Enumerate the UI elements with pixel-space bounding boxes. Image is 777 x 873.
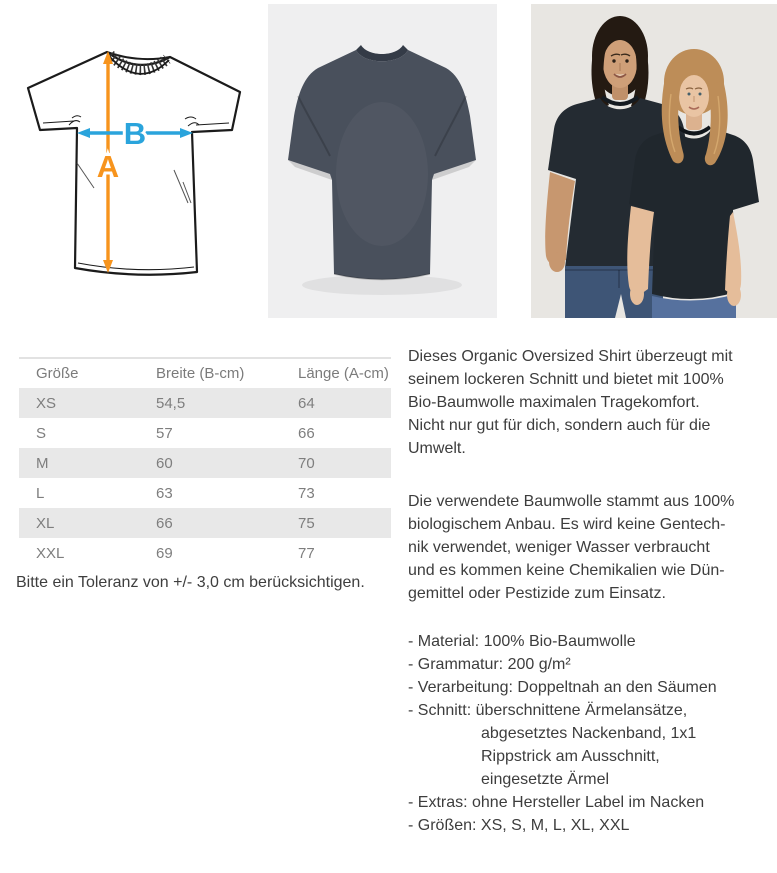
laenge-cell: 77 [298, 544, 315, 562]
tshirt-measurement-drawing [12, 22, 248, 302]
size-cell: XXL [36, 544, 65, 562]
breite-cell: 54,5 [156, 394, 186, 412]
laenge-cell: 66 [298, 424, 315, 442]
col-header-breite: Breite (B-cm) [156, 365, 245, 382]
text-line: nik verwendet, weniger Wasser verbraucht [408, 539, 710, 556]
fabric-highlight [336, 102, 428, 246]
text-line: Nicht nur gut für dich, sondern auch für die [408, 417, 711, 434]
detail-line: eingesetzte Ärmel [481, 771, 610, 788]
breite-cell: 63 [156, 484, 173, 502]
text-line: Umwelt. [408, 440, 466, 457]
detail-line: Rippstrick am Ausschnitt, [481, 748, 660, 765]
text-line: Bio-Baumwolle maximalen Tragekomfort. [408, 394, 700, 411]
description-paragraph-1 [408, 345, 776, 460]
size-table-row [19, 418, 391, 448]
breite-cell: 69 [156, 544, 173, 562]
laenge-cell: 70 [298, 454, 315, 472]
description-paragraph-2 [408, 490, 776, 605]
text-line: gemittel oder Pestizide zum Einsatz. [408, 585, 666, 602]
size-table-header [19, 358, 391, 388]
size-table-row [19, 538, 391, 568]
text-line: Die verwendete Baumwolle stammt aus 100% [408, 493, 735, 510]
tshirt-outline [28, 52, 240, 275]
models-wearing-shirts [531, 4, 777, 318]
size-cell: M [36, 454, 49, 472]
detail-line: - Größen: XS, S, M, L, XL, XXL [408, 817, 630, 834]
length-label-a: A [96, 149, 120, 184]
size-table-row [19, 478, 391, 508]
size-table-row [19, 448, 391, 478]
models-photo [531, 4, 777, 318]
text-line: seinem lockeren Schnitt und bietet mit 100% [408, 371, 724, 388]
size-table-row [19, 508, 391, 538]
text-line: und es kommen keine Chemikalien wie Dün- [408, 562, 725, 579]
size-cell: L [36, 484, 45, 502]
size-cell: XL [36, 514, 55, 532]
detail-line: - Schnitt: überschnittene Ärmelansätze, [408, 702, 688, 719]
col-header-laenge: Länge (A-cm) [298, 365, 389, 382]
width-label-b: B [123, 116, 147, 151]
product-description [408, 345, 776, 837]
tolerance-note: Bitte ein Toleranz von +/- 3,0 cm berücksichtigen. [16, 574, 365, 591]
detail-line: - Material: 100% Bio-Baumwolle [408, 633, 636, 650]
detail-line: - Extras: ohne Hersteller Label im Nacken [408, 794, 705, 811]
laenge-cell: 73 [298, 484, 315, 502]
breite-cell: 66 [156, 514, 173, 532]
size-table [19, 357, 391, 568]
laenge-cell: 75 [298, 514, 315, 532]
detail-line: - Verarbeitung: Doppeltnah an den Säumen [408, 679, 717, 696]
laenge-cell: 64 [298, 394, 315, 412]
product-details-list [408, 630, 776, 837]
breite-cell: 60 [156, 454, 173, 472]
text-line: biologischem Anbau. Es wird keine Gentech- [408, 516, 726, 533]
size-table-row [19, 388, 391, 418]
size-cell: S [36, 424, 47, 442]
product-photo [268, 4, 497, 318]
size-diagram-image [12, 22, 248, 302]
col-header-groesse: Größe [36, 365, 79, 382]
breite-cell: 57 [156, 424, 173, 442]
oversized-shirt-photo [268, 4, 497, 318]
detail-line: abgesetztes Nackenband, 1x1 [481, 725, 697, 742]
text-line: Dieses Organic Oversized Shirt überzeugt mit [408, 348, 733, 365]
detail-line: - Grammatur: 200 g/m² [408, 656, 571, 673]
size-cell: XS [36, 394, 57, 412]
